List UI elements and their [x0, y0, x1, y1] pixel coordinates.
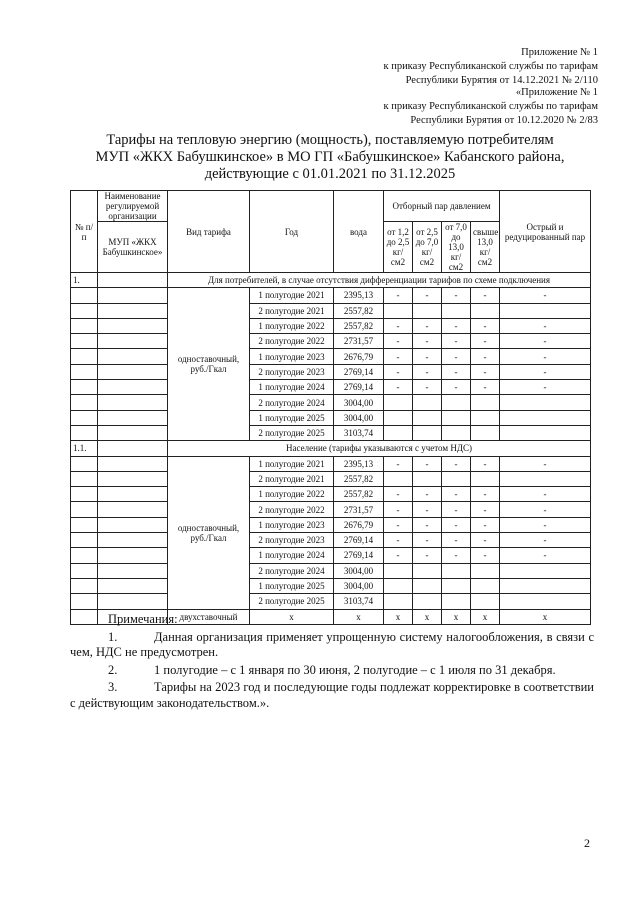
- pressure-4-cell: -: [471, 533, 500, 548]
- header-steam: Отборный пар давлением: [384, 191, 500, 222]
- pressure-4-cell: [471, 425, 500, 440]
- pressure-2-cell: -: [413, 487, 442, 502]
- pressure-2-cell: [413, 471, 442, 486]
- water-value-cell: 2557,82: [334, 318, 384, 333]
- table-row: [71, 395, 591, 410]
- row-number-cell: [71, 456, 98, 471]
- pressure-1-cell: -: [384, 380, 413, 395]
- sharp-steam-cell: х: [500, 609, 591, 624]
- sharp-steam-cell: -: [500, 533, 591, 548]
- tariff-type-cell: одноставочный, руб./Гкал: [168, 456, 250, 609]
- sharp-steam-cell: -: [500, 288, 591, 303]
- pressure-2-cell: [413, 563, 442, 578]
- pressure-3-cell: -: [442, 349, 471, 364]
- water-value-cell: 2769,14: [334, 380, 384, 395]
- note-number: 1.: [108, 629, 118, 644]
- pressure-1-cell: -: [384, 334, 413, 349]
- sharp-steam-cell: [500, 303, 591, 318]
- period-cell: 2 полугодие 2022: [250, 334, 334, 349]
- tariff-table: [70, 190, 591, 625]
- pressure-3-cell: -: [442, 533, 471, 548]
- period-cell: 2 полугодие 2023: [250, 364, 334, 379]
- sharp-steam-cell: -: [500, 318, 591, 333]
- pressure-3-cell: х: [442, 609, 471, 624]
- pressure-4-cell: [471, 303, 500, 318]
- section-number: 1.: [71, 273, 98, 288]
- pressure-2-cell: [413, 578, 442, 593]
- table-row: [71, 288, 591, 303]
- table-row: [71, 471, 591, 486]
- pressure-1-cell: [384, 425, 413, 440]
- pressure-2-cell: [413, 395, 442, 410]
- row-org-cell: [98, 425, 168, 440]
- pressure-2-cell: -: [413, 349, 442, 364]
- row-org-cell: [98, 517, 168, 532]
- period-cell: 2 полугодие 2021: [250, 471, 334, 486]
- table-row: [71, 425, 591, 440]
- pressure-1-cell: [384, 303, 413, 318]
- sharp-steam-cell: -: [500, 548, 591, 563]
- water-value-cell: х: [334, 609, 384, 624]
- pressure-4-cell: х: [471, 609, 500, 624]
- tariff-type-cell: двухставочный: [168, 609, 250, 624]
- period-cell: 1 полугодие 2021: [250, 456, 334, 471]
- pressure-3-cell: [442, 303, 471, 318]
- water-value-cell: 2395,13: [334, 288, 384, 303]
- header-org-value: МУП «ЖКХ Бабушкинское»: [98, 222, 168, 273]
- sharp-steam-cell: -: [500, 517, 591, 532]
- pressure-2-cell: -: [413, 502, 442, 517]
- pressure-4-cell: -: [471, 318, 500, 333]
- row-org-cell: [98, 563, 168, 578]
- header-sharp-steam: Острый и редуцированный пар: [500, 191, 591, 273]
- row-number-cell: [71, 410, 98, 425]
- sharp-steam-cell: -: [500, 487, 591, 502]
- pressure-4-cell: [471, 395, 500, 410]
- period-cell: 1 полугодие 2025: [250, 410, 334, 425]
- pressure-4-cell: -: [471, 517, 500, 532]
- table-row: [71, 563, 591, 578]
- pressure-1-cell: [384, 410, 413, 425]
- water-value-cell: 2769,14: [334, 364, 384, 379]
- water-value-cell: 3004,00: [334, 563, 384, 578]
- appendix-line: к приказу Республиканской службы по тарифам: [383, 61, 598, 72]
- pressure-3-cell: [442, 425, 471, 440]
- period-cell: 1 полугодие 2024: [250, 380, 334, 395]
- table-row: [71, 318, 591, 333]
- pressure-1-cell: [384, 594, 413, 609]
- row-number-cell: [71, 380, 98, 395]
- section-header-row: [71, 441, 591, 456]
- table-row: [71, 548, 591, 563]
- note-text: Тарифы на 2023 год и последующие годы подлежат корректировке в соответствии с действующим законодательством.».: [70, 680, 594, 710]
- appendix-line: «Приложение № 1: [515, 87, 598, 98]
- empty-cell: [98, 441, 168, 456]
- sharp-steam-cell: -: [500, 334, 591, 349]
- table-row: [71, 380, 591, 395]
- pressure-2-cell: [413, 425, 442, 440]
- period-cell: 2 полугодие 2025: [250, 425, 334, 440]
- page-number: 2: [584, 836, 590, 850]
- water-value-cell: 3004,00: [334, 395, 384, 410]
- note-item: [70, 663, 594, 679]
- water-value-cell: 3004,00: [334, 410, 384, 425]
- table-row: [71, 533, 591, 548]
- pressure-4-cell: -: [471, 548, 500, 563]
- row-org-cell: [98, 364, 168, 379]
- row-number-cell: [71, 364, 98, 379]
- water-value-cell: 2557,82: [334, 471, 384, 486]
- pressure-3-cell: [442, 410, 471, 425]
- note-item: [70, 680, 594, 711]
- pressure-1-cell: -: [384, 533, 413, 548]
- title-line: МУП «ЖКХ Бабушкинское» в МО ГП «Бабушкинское» Кабанского района,: [95, 149, 565, 165]
- row-org-cell: [98, 410, 168, 425]
- header-pressure-2: от 2,5 до 7,0 кг/см2: [413, 222, 442, 273]
- period-cell: 1 полугодие 2024: [250, 548, 334, 563]
- period-cell: 1 полугодие 2022: [250, 487, 334, 502]
- pressure-2-cell: [413, 410, 442, 425]
- row-org-cell: [98, 380, 168, 395]
- pressure-3-cell: [442, 594, 471, 609]
- tariff-type-cell: одноставочный, руб./Гкал: [168, 288, 250, 441]
- row-number-cell: [71, 303, 98, 318]
- sharp-steam-cell: [500, 578, 591, 593]
- pressure-3-cell: -: [442, 380, 471, 395]
- pressure-1-cell: -: [384, 502, 413, 517]
- table-row: [71, 303, 591, 318]
- row-number-cell: [71, 578, 98, 593]
- title-line: действующие с 01.01.2021 по 31.12.2025: [204, 166, 456, 182]
- note-item: [70, 630, 594, 661]
- pressure-2-cell: -: [413, 364, 442, 379]
- row-org-cell: [98, 471, 168, 486]
- pressure-3-cell: [442, 471, 471, 486]
- pressure-3-cell: -: [442, 517, 471, 532]
- pressure-2-cell: -: [413, 288, 442, 303]
- header-pressure-1: от 1,2 до 2,5 кг/см2: [384, 222, 413, 273]
- table-row: [71, 502, 591, 517]
- water-value-cell: 2676,79: [334, 517, 384, 532]
- pressure-2-cell: -: [413, 456, 442, 471]
- pressure-4-cell: -: [471, 288, 500, 303]
- pressure-3-cell: [442, 578, 471, 593]
- period-cell: 2 полугодие 2024: [250, 395, 334, 410]
- appendix-line: Республики Бурятия от 10.12.2020 № 2/83: [410, 115, 598, 126]
- row-number-cell: [71, 288, 98, 303]
- pressure-3-cell: -: [442, 487, 471, 502]
- period-cell: х: [250, 609, 334, 624]
- pressure-3-cell: -: [442, 334, 471, 349]
- header-year: Год: [250, 191, 334, 273]
- pressure-1-cell: -: [384, 288, 413, 303]
- notes-section: [70, 612, 594, 713]
- pressure-4-cell: [471, 578, 500, 593]
- header-num: № п/п: [71, 191, 98, 273]
- row-org-cell: [98, 548, 168, 563]
- water-value-cell: 3103,74: [334, 594, 384, 609]
- table-row: [71, 364, 591, 379]
- pressure-2-cell: -: [413, 517, 442, 532]
- pressure-4-cell: [471, 594, 500, 609]
- sharp-steam-cell: -: [500, 502, 591, 517]
- row-number-cell: [71, 487, 98, 502]
- water-value-cell: 2731,57: [334, 334, 384, 349]
- row-org-cell: [98, 318, 168, 333]
- sharp-steam-cell: [500, 425, 591, 440]
- pressure-2-cell: -: [413, 334, 442, 349]
- row-org-cell: [98, 487, 168, 502]
- header-water: вода: [334, 191, 384, 273]
- pressure-4-cell: [471, 471, 500, 486]
- header-tariff-type: Вид тарифа: [168, 191, 250, 273]
- pressure-3-cell: -: [442, 456, 471, 471]
- water-value-cell: 2557,82: [334, 303, 384, 318]
- sharp-steam-cell: -: [500, 456, 591, 471]
- appendix-line: Республики Бурятия от 14.12.2021 № 2/110: [405, 75, 598, 86]
- row-number-cell: [71, 517, 98, 532]
- pressure-4-cell: -: [471, 349, 500, 364]
- period-cell: 2 полугодие 2025: [250, 594, 334, 609]
- sharp-steam-cell: [500, 563, 591, 578]
- row-number-cell: [71, 471, 98, 486]
- row-org-cell: [98, 578, 168, 593]
- pressure-1-cell: -: [384, 517, 413, 532]
- section-title: Для потребителей, в случае отсутствия дифференциации тарифов по схеме подключения: [168, 273, 591, 288]
- empty-cell: [98, 273, 168, 288]
- document-title: [90, 132, 570, 183]
- water-value-cell: 3103,74: [334, 425, 384, 440]
- water-value-cell: 2769,14: [334, 548, 384, 563]
- header-pressure-4: свыше 13,0 кг/см2: [471, 222, 500, 273]
- pressure-1-cell: -: [384, 548, 413, 563]
- pressure-3-cell: -: [442, 364, 471, 379]
- pressure-3-cell: [442, 395, 471, 410]
- note-number: 2.: [108, 662, 118, 677]
- sharp-steam-cell: -: [500, 349, 591, 364]
- row-number-cell: [71, 395, 98, 410]
- pressure-1-cell: -: [384, 364, 413, 379]
- row-org-cell: [98, 288, 168, 303]
- period-cell: 2 полугодие 2021: [250, 303, 334, 318]
- sharp-steam-cell: [500, 395, 591, 410]
- row-number-cell: [71, 548, 98, 563]
- pressure-2-cell: х: [413, 609, 442, 624]
- table-row: [71, 517, 591, 532]
- pressure-2-cell: [413, 594, 442, 609]
- pressure-2-cell: -: [413, 533, 442, 548]
- row-org-cell: [98, 349, 168, 364]
- pressure-4-cell: -: [471, 380, 500, 395]
- pressure-4-cell: [471, 563, 500, 578]
- pressure-3-cell: -: [442, 502, 471, 517]
- water-value-cell: 3004,00: [334, 578, 384, 593]
- section-title: Население (тарифы указываются с учетом НДС): [168, 441, 591, 456]
- pressure-2-cell: [413, 303, 442, 318]
- sharp-steam-cell: [500, 594, 591, 609]
- row-org-cell: [98, 594, 168, 609]
- water-value-cell: 2676,79: [334, 349, 384, 364]
- sharp-steam-cell: [500, 410, 591, 425]
- table-row: [71, 594, 591, 609]
- pressure-1-cell: [384, 395, 413, 410]
- row-number-cell: [71, 334, 98, 349]
- row-org-cell: [98, 533, 168, 548]
- header-row: [71, 191, 591, 222]
- pressure-2-cell: -: [413, 380, 442, 395]
- appendix-line: Приложение № 1: [521, 47, 598, 58]
- pressure-4-cell: -: [471, 334, 500, 349]
- row-number-cell: [71, 502, 98, 517]
- pressure-3-cell: -: [442, 318, 471, 333]
- period-cell: 2 полугодие 2024: [250, 563, 334, 578]
- sharp-steam-cell: -: [500, 380, 591, 395]
- appendix-block-current: [383, 46, 598, 88]
- row-org-cell: [98, 456, 168, 471]
- pressure-3-cell: -: [442, 548, 471, 563]
- period-cell: 1 полугодие 2022: [250, 318, 334, 333]
- note-text: Данная организация применяет упрощенную систему налогообложения, в связи с чем, НДС не предусмотрен.: [70, 629, 594, 659]
- note-text: 1 полугодие – с 1 января по 30 июня, 2 полугодие – с 1 июля по 31 декабря.: [154, 662, 556, 677]
- pressure-1-cell: -: [384, 318, 413, 333]
- appendix-line: к приказу Республиканской службы по тарифам: [383, 101, 598, 112]
- pressure-1-cell: -: [384, 456, 413, 471]
- row-org-cell: [98, 334, 168, 349]
- note-number: 3.: [108, 680, 118, 694]
- pressure-4-cell: -: [471, 456, 500, 471]
- pressure-2-cell: -: [413, 548, 442, 563]
- section-number: 1.1.: [71, 441, 98, 456]
- period-cell: 1 полугодие 2025: [250, 578, 334, 593]
- water-value-cell: 2557,82: [334, 487, 384, 502]
- row-number-cell: [71, 563, 98, 578]
- pressure-3-cell: [442, 563, 471, 578]
- water-value-cell: 2769,14: [334, 533, 384, 548]
- pressure-1-cell: [384, 578, 413, 593]
- row-org-cell: [98, 395, 168, 410]
- row-number-cell: [71, 594, 98, 609]
- period-cell: 1 полугодие 2023: [250, 349, 334, 364]
- appendix-block-previous: [383, 86, 598, 128]
- row-number-cell: [71, 318, 98, 333]
- table-row: [71, 456, 591, 471]
- table-row: [71, 578, 591, 593]
- pressure-3-cell: -: [442, 288, 471, 303]
- period-cell: 1 полугодие 2021: [250, 288, 334, 303]
- water-value-cell: 2395,13: [334, 456, 384, 471]
- row-org-cell: [98, 303, 168, 318]
- table-row: [71, 334, 591, 349]
- table-row: [71, 410, 591, 425]
- row-org-cell: [98, 502, 168, 517]
- pressure-1-cell: [384, 471, 413, 486]
- pressure-4-cell: -: [471, 487, 500, 502]
- pressure-4-cell: -: [471, 364, 500, 379]
- table-row: [71, 349, 591, 364]
- pressure-2-cell: -: [413, 318, 442, 333]
- pressure-1-cell: [384, 563, 413, 578]
- pressure-4-cell: [471, 410, 500, 425]
- table-row: [71, 487, 591, 502]
- sharp-steam-cell: [500, 471, 591, 486]
- row-number-cell: [71, 425, 98, 440]
- pressure-1-cell: -: [384, 349, 413, 364]
- pressure-1-cell: х: [384, 609, 413, 624]
- row-number-cell: [71, 533, 98, 548]
- period-cell: 1 полугодие 2023: [250, 517, 334, 532]
- header-org-name: Наименование регулируемой организации: [98, 191, 168, 222]
- header-pressure-3: от 7,0 до 13,0 кг/см2: [442, 222, 471, 273]
- water-value-cell: 2731,57: [334, 502, 384, 517]
- title-line: Тарифы на тепловую энергию (мощность), поставляемую потребителям: [106, 132, 554, 148]
- row-number-cell: [71, 349, 98, 364]
- section-header-row: [71, 273, 591, 288]
- notes-title: Примечания:: [108, 612, 178, 626]
- period-cell: 2 полугодие 2023: [250, 533, 334, 548]
- pressure-4-cell: -: [471, 502, 500, 517]
- period-cell: 2 полугодие 2022: [250, 502, 334, 517]
- pressure-1-cell: -: [384, 487, 413, 502]
- sharp-steam-cell: -: [500, 364, 591, 379]
